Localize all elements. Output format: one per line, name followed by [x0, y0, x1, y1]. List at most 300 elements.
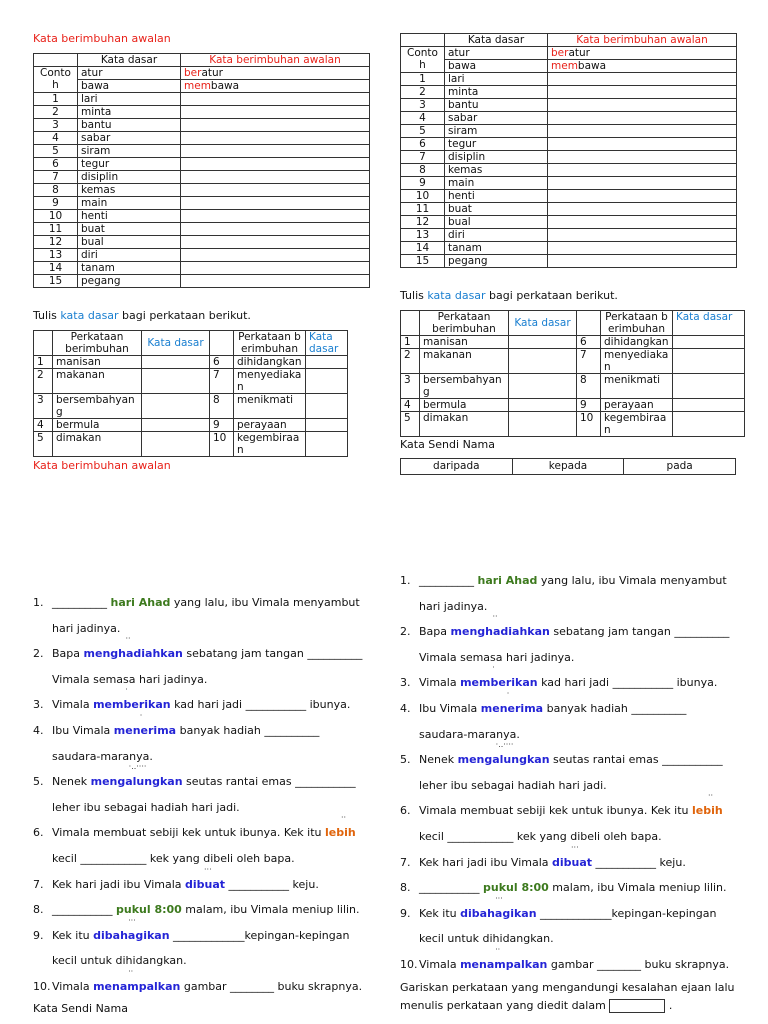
keyword-verb: menghadiahkan ·· [83, 634, 183, 661]
answer-cell[interactable] [181, 275, 370, 288]
berimbuhan-cell [181, 67, 370, 80]
answer-cell[interactable] [548, 177, 737, 190]
left-column [33, 32, 369, 473]
question-number: 5. [33, 775, 44, 789]
kata-sendi-nama-label: Kata Sendi Nama [400, 438, 495, 451]
keyword-verb: mengalungkan ·..···· [90, 762, 183, 789]
instruction-kata-dasar: Tulis kata dasar bagi perkataan berikut. [400, 289, 618, 302]
question-continuation: Vimala semasa hari jadinya. [419, 650, 575, 664]
kata-dasar-cell: bantu [78, 119, 181, 132]
table-row [34, 119, 370, 132]
answer-cell[interactable] [509, 399, 577, 412]
answer-cell[interactable] [181, 249, 370, 262]
kata-dasar-cell: disiplin [445, 151, 548, 164]
table-header-cell: Kata berimbuhan awalan [181, 54, 370, 67]
table-row [34, 197, 370, 210]
kata-dasar-cell: main [78, 197, 181, 210]
kata-dasar-table [33, 330, 348, 457]
answer-cell[interactable] [548, 86, 737, 99]
table-row [401, 151, 737, 164]
question-item: 6. Vimala membuat sebiji kek untuk ibunya. Kek itu lebih ·· [400, 798, 750, 824]
row-number: 3 [34, 119, 78, 132]
prefix: ber [551, 47, 569, 59]
kata-dasar-cell: buat [445, 203, 548, 216]
answer-cell[interactable] [181, 223, 370, 236]
table-row [401, 242, 737, 255]
row-number: 2 [401, 349, 420, 374]
keyword-verb: menghadiahkan ·· [450, 612, 550, 639]
answer-cell[interactable] [181, 93, 370, 106]
question-item: 5. Nenek mengalungkan ·..···· seutas rantai emas ___________ [33, 769, 373, 795]
table-row [401, 164, 737, 177]
answer-cell[interactable] [673, 412, 745, 437]
ruby-mark: ·· [708, 791, 714, 801]
answer-cell[interactable] [181, 106, 370, 119]
kata-dasar-cell: bual [445, 216, 548, 229]
answer-cell[interactable] [548, 164, 737, 177]
contoh-label: Contoh [34, 67, 78, 93]
table-row [34, 158, 370, 171]
answer-cell[interactable] [509, 349, 577, 374]
kata-dasar-cell: diri [78, 249, 181, 262]
question-number: 3. [400, 676, 411, 690]
row-number: 9 [577, 399, 601, 412]
ruby-mark: ·..···· [495, 740, 514, 750]
question-item: 9. Kek itu dibahagikan ··· _____________kepingan-kepingan [400, 901, 750, 927]
answer-cell[interactable] [142, 394, 210, 419]
right-questions [400, 568, 750, 1015]
table-row [34, 262, 370, 275]
row-number: 7 [210, 369, 234, 394]
row-number: 11 [34, 223, 78, 236]
perkataan-cell: dihidangkan [601, 336, 673, 349]
row-number: 1 [34, 356, 53, 369]
question-list [33, 590, 373, 1000]
row-number: 12 [401, 216, 445, 229]
question-continuation: kecil ____________ kek yang dibeli oleh bapa. [419, 829, 662, 843]
kata-dasar-cell: pegang [445, 255, 548, 268]
kata-dasar-cell: tanam [445, 242, 548, 255]
table-header-cell [401, 34, 445, 47]
table-row [401, 177, 737, 190]
heading-awalan: Kata berimbuhan awalan [33, 32, 171, 45]
kata-dasar-cell: atur [78, 67, 181, 80]
table-row [401, 229, 737, 242]
question-item: 3. Vimala memberikan · kad hari jadi ___________ ibunya. [400, 670, 750, 696]
row-number: 8 [577, 374, 601, 399]
answer-cell[interactable] [181, 171, 370, 184]
answer-cell[interactable] [548, 216, 737, 229]
table-header-cell: Kata dasar [673, 311, 745, 336]
answer-cell[interactable] [509, 336, 577, 349]
question-number: 10. [33, 979, 51, 993]
kata-dasar-cell: bawa [445, 60, 548, 73]
answer-cell[interactable] [548, 255, 737, 268]
garis-line-2 [400, 997, 750, 1015]
kata-dasar-cell: minta [445, 86, 548, 99]
row-number: 13 [401, 229, 445, 242]
root: atur [201, 67, 223, 79]
answer-cell[interactable] [142, 356, 210, 369]
berimbuhan-cell [548, 47, 737, 60]
kata-dasar-cell: siram [445, 125, 548, 138]
ruby-mark: ··· [571, 842, 579, 852]
question-number: 6. [33, 826, 44, 840]
table-row [401, 374, 745, 399]
kata-dasar-cell: minta [78, 106, 181, 119]
row-number: 6 [577, 336, 601, 349]
table-row [401, 349, 745, 374]
table-row [34, 394, 348, 419]
perkataan-cell: perayaan [601, 399, 673, 412]
perkataan-cell: bermula [420, 399, 509, 412]
question-number: 5. [400, 753, 411, 767]
garis-instruction [400, 979, 750, 1015]
keyword-verb: dibuat ··· [552, 842, 593, 869]
answer-cell[interactable] [181, 236, 370, 249]
kata-dasar-cell: lari [445, 73, 548, 86]
heading-awalan-2: Kata berimbuhan awalan [33, 459, 171, 472]
question-item: 7. Kek hari jadi ibu Vimala dibuat ··· ___________ keju. [33, 872, 373, 898]
answer-cell[interactable] [548, 73, 737, 86]
question-continuation: hari jadinya. [52, 621, 121, 635]
answer-cell[interactable] [673, 336, 745, 349]
row-number: 5 [401, 125, 445, 138]
kata-dasar-cell: disiplin [78, 171, 181, 184]
row-number: 4 [34, 132, 78, 145]
kata-dasar-cell: bual [78, 236, 181, 249]
kata-dasar-cell: pegang [78, 275, 181, 288]
answer-cell[interactable] [673, 374, 745, 399]
question-continuation: kecil untuk dihidangkan. [52, 954, 187, 968]
question-item: 4. Ibu Vimala menerima · banyak hadiah __________ [400, 696, 750, 722]
question-item: 5. Nenek mengalungkan ·..···· seutas rantai emas ___________ [400, 747, 750, 773]
question-number: 3. [33, 698, 44, 712]
answer-cell[interactable] [548, 203, 737, 216]
keyword-verb: mengalungkan ·..···· [457, 740, 550, 767]
row-number: 5 [34, 145, 78, 158]
question-number: 4. [33, 723, 44, 737]
answer-cell[interactable] [181, 184, 370, 197]
question-number: 1. [33, 596, 44, 609]
table-row [401, 412, 745, 437]
ruby-mark: ·· [125, 634, 131, 644]
garis-tail: . [668, 998, 673, 1012]
awalan-table [400, 33, 737, 268]
perkataan-cell: menikmati [234, 394, 306, 419]
keyword-time: pukul 8:00 [116, 903, 182, 917]
row-number: 10 [210, 432, 234, 457]
kata-dasar-cell: kemas [445, 164, 548, 177]
table-header-cell [34, 54, 78, 67]
garis-line-1: Gariskan perkataan yang mengandungi kesalahan ejaan lalu [400, 980, 735, 994]
question-item: 1. __________ hari Ahad yang lalu, ibu Vimala menyambut [33, 590, 373, 616]
question-item: 8. ___________ pukul 8:00 malam, ibu Vimala meniup lilin. [400, 875, 750, 901]
perkataan-cell: bermula [53, 419, 142, 432]
table-row [34, 419, 348, 432]
perkataan-cell: manisan [53, 356, 142, 369]
answer-cell[interactable] [181, 132, 370, 145]
perkataan-cell: manisan [420, 336, 509, 349]
question-item: 9. Kek itu dibahagikan ··· _____________kepingan-kepingan [33, 923, 373, 949]
answer-cell[interactable] [181, 197, 370, 210]
answer-cell[interactable] [306, 394, 348, 419]
answer-cell[interactable] [306, 419, 348, 432]
row-number: 13 [34, 249, 78, 262]
row-number: 7 [577, 349, 601, 374]
kata-dasar-cell: atur [445, 47, 548, 60]
table-row [401, 73, 737, 86]
row-number: 15 [34, 275, 78, 288]
keyword-verb: memberikan · [460, 663, 538, 690]
row-number: 3 [34, 394, 53, 419]
table-row [401, 336, 745, 349]
row-number: 4 [34, 419, 53, 432]
instruction-kata-dasar: Tulis kata dasar bagi perkataan berikut. [33, 309, 251, 322]
table-header-cell: Kata dasar [142, 331, 210, 356]
kata-dasar-cell: henti [78, 210, 181, 223]
answer-cell[interactable] [673, 399, 745, 412]
question-continuation: leher ibu sebagai hadiah hari jadi. [419, 778, 607, 792]
perkataan-cell: makanan [420, 349, 509, 374]
table-row [34, 184, 370, 197]
table-header-cell: Perkataan berimbuhan [601, 311, 673, 336]
question-list [400, 568, 750, 978]
answer-cell[interactable] [548, 138, 737, 151]
table-row [401, 255, 737, 268]
table-header-cell [401, 311, 420, 336]
question-number: 9. [400, 906, 411, 920]
question-continuation: kecil ____________ kek yang dibeli oleh bapa. [52, 851, 295, 865]
row-number: 11 [401, 203, 445, 216]
row-number: 2 [401, 86, 445, 99]
keyword-verb: menampalkan ·· [460, 944, 548, 971]
row-number: 1 [401, 336, 420, 349]
kata-dasar-cell: sabar [445, 112, 548, 125]
question-continuation: kecil untuk dihidangkan. [419, 932, 554, 946]
left-questions [33, 590, 373, 1016]
answer-cell[interactable] [548, 190, 737, 203]
row-number: 14 [401, 242, 445, 255]
garis-line-2-text: menulis perkataan yang diedit dalam [400, 998, 606, 1012]
table-header-cell [577, 311, 601, 336]
keyword-verb: memberikan · [93, 685, 171, 712]
perkataan-cell: dihidangkan [234, 356, 306, 369]
row-number: 3 [401, 99, 445, 112]
table-row [401, 190, 737, 203]
question-item: 2. Bapa menghadiahkan ·· sebatang jam tangan __________ [400, 619, 750, 645]
ruby-mark: · [139, 710, 143, 720]
perkataan-cell: menyediakan [234, 369, 306, 394]
row-number: 7 [34, 171, 78, 184]
question-item: 1. __________ hari Ahad yang lalu, ibu Vimala menyambut [400, 568, 750, 594]
kata-dasar-cell: henti [445, 190, 548, 203]
question-number: 8. [33, 903, 44, 917]
awalan-table [33, 53, 370, 288]
answer-cell[interactable] [142, 369, 210, 394]
question-item: 4. Ibu Vimala menerima · banyak hadiah __________ [33, 718, 373, 744]
question-item: 10. Vimala menampalkan ·· gambar ________ buku skrapnya. [400, 952, 750, 978]
question-continuation: hari jadinya. [419, 599, 488, 613]
perkataan-cell: dimakan [53, 432, 142, 457]
row-number: 9 [34, 197, 78, 210]
table-row [34, 432, 348, 457]
row-number: 1 [401, 73, 445, 86]
answer-cell[interactable] [181, 210, 370, 223]
table-header-cell: Kata dasar [306, 331, 348, 356]
kata-dasar-cell: siram [78, 145, 181, 158]
ruby-mark: ·· [492, 612, 498, 622]
answer-cell[interactable] [548, 151, 737, 164]
perkataan-cell: kegembiraan [234, 432, 306, 457]
kata-dasar-cell: kemas [78, 184, 181, 197]
answer-cell[interactable] [142, 419, 210, 432]
table-row [401, 399, 745, 412]
berimbuhan-cell [548, 60, 737, 73]
table-header-cell: Kata dasar [445, 34, 548, 47]
table-row [401, 112, 737, 125]
prefix: ber [184, 67, 202, 79]
right-column [400, 33, 736, 475]
row-number: 9 [401, 177, 445, 190]
table-row [34, 145, 370, 158]
question-continuation: leher ibu sebagai hadiah hari jadi. [52, 800, 240, 814]
sendi-option: daripada [401, 459, 513, 475]
row-number: 8 [34, 184, 78, 197]
ruby-mark: · [492, 663, 495, 673]
kata-sendi-nama-label: Kata Sendi Nama [33, 1001, 128, 1015]
answer-cell[interactable] [509, 374, 577, 399]
answer-cell[interactable] [181, 145, 370, 158]
kata-dasar-cell: tegur [445, 138, 548, 151]
answer-cell[interactable] [548, 242, 737, 255]
row-number: 14 [34, 262, 78, 275]
keyword-verb: dibahagikan ··· [460, 893, 537, 920]
row-number: 2 [34, 369, 53, 394]
table-row [34, 223, 370, 236]
kata-dasar-cell: lari [78, 93, 181, 106]
table-row [34, 93, 370, 106]
question-continuation: saudara-maranya. [52, 749, 153, 763]
perkataan-cell: makanan [53, 369, 142, 394]
row-number: 2 [34, 106, 78, 119]
answer-cell[interactable] [673, 349, 745, 374]
question-number: 10. [400, 957, 418, 971]
sendi-options-table [400, 458, 736, 475]
table-row [401, 203, 737, 216]
answer-cell[interactable] [306, 369, 348, 394]
row-number: 5 [401, 412, 420, 437]
question-number: 6. [400, 804, 411, 818]
root: bawa [210, 80, 240, 92]
ruby-mark: ·· [128, 966, 134, 976]
keyword-time: hari Ahad [110, 596, 171, 609]
table-row [34, 106, 370, 119]
kata-dasar-cell: buat [78, 223, 181, 236]
table-row [34, 132, 370, 145]
answer-cell[interactable] [548, 99, 737, 112]
question-continuation: Vimala semasa hari jadinya. [52, 672, 208, 686]
question-number: 7. [400, 855, 411, 869]
table-row [401, 99, 737, 112]
keyword-time: pukul 8:00 [483, 881, 549, 895]
row-number: 5 [34, 432, 53, 457]
table-header-cell [34, 331, 53, 356]
root: atur [568, 47, 590, 59]
table-row [34, 249, 370, 262]
table-header-cell: Kata dasar [509, 311, 577, 336]
answer-cell[interactable] [181, 119, 370, 132]
row-number: 10 [34, 210, 78, 223]
contoh-label: Contoh [401, 47, 445, 73]
question-number: 9. [33, 928, 44, 942]
row-number: 15 [401, 255, 445, 268]
answer-cell[interactable] [548, 112, 737, 125]
table-header-cell: Perkataan berimbuhan [53, 331, 142, 356]
root: bawa [577, 60, 607, 72]
kata-dasar-cell: tegur [78, 158, 181, 171]
table-row [34, 210, 370, 223]
question-item: 2. Bapa menghadiahkan ·· sebatang jam tangan __________ [33, 641, 373, 667]
question-number: 1. [400, 574, 411, 587]
ruby-mark: ··· [204, 864, 212, 874]
keyword-verb: dibahagikan ··· [93, 915, 170, 942]
table-header-cell: Kata dasar [78, 54, 181, 67]
answer-box[interactable] [609, 999, 665, 1013]
table-row [34, 236, 370, 249]
kata-dasar-cell: diri [445, 229, 548, 242]
answer-cell[interactable] [509, 412, 577, 437]
prefix: mem [184, 80, 211, 92]
kata-dasar-cell: tanam [78, 262, 181, 275]
table-row [401, 125, 737, 138]
keyword-verb: menerima · [113, 710, 177, 737]
keyword-verb: lebih ·· [325, 813, 356, 840]
ruby-mark: ·· [341, 813, 347, 823]
answer-cell[interactable] [306, 432, 348, 457]
ruby-mark: · [125, 685, 128, 695]
question-item: 8. ___________ pukul 8:00 malam, ibu Vimala meniup lilin. [33, 897, 373, 923]
table-row [34, 275, 370, 288]
answer-cell[interactable] [548, 229, 737, 242]
keyword-verb: dibuat ··· [185, 864, 226, 891]
answer-cell[interactable] [306, 356, 348, 369]
keyword-verb: lebih ·· [692, 791, 723, 818]
table-row [401, 138, 737, 151]
answer-cell[interactable] [181, 158, 370, 171]
row-number: 9 [210, 419, 234, 432]
row-number: 4 [401, 112, 445, 125]
answer-cell[interactable] [181, 262, 370, 275]
table-row [34, 356, 348, 369]
kata-dasar-cell: bantu [445, 99, 548, 112]
perkataan-cell: menyediakan [601, 349, 673, 374]
berimbuhan-cell [181, 80, 370, 93]
prefix: mem [551, 60, 578, 72]
perkataan-cell: menikmati [601, 374, 673, 399]
question-item: 6. Vimala membuat sebiji kek untuk ibunya. Kek itu lebih ·· [33, 820, 373, 846]
row-number: 8 [401, 164, 445, 177]
row-number: 10 [577, 412, 601, 437]
answer-cell[interactable] [548, 125, 737, 138]
kata-dasar-table [400, 310, 745, 437]
row-number: 6 [401, 138, 445, 151]
row-number: 1 [34, 93, 78, 106]
perkataan-cell: kegembiraan [601, 412, 673, 437]
answer-cell[interactable] [142, 432, 210, 457]
keyword-verb: menampalkan ·· [93, 966, 181, 993]
question-continuation: saudara-maranya. [419, 727, 520, 741]
